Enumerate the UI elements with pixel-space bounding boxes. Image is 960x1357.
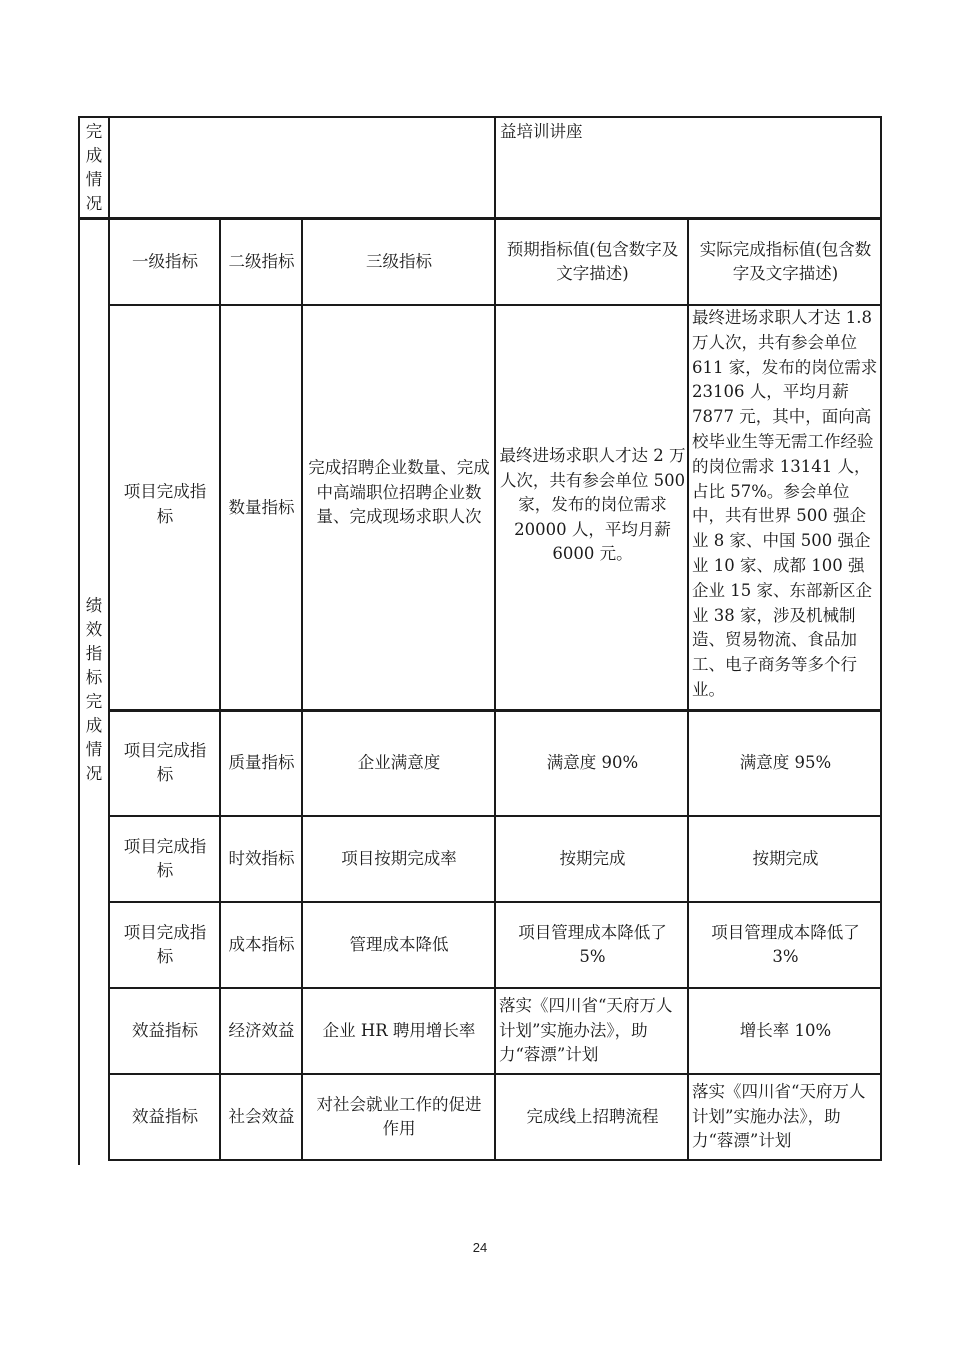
table-row-2-actual [690, 711, 881, 815]
header-level3-text: 三级指标 [366, 251, 432, 271]
table-row-4-level3 [303, 903, 495, 987]
section-label-text: 绩效指标完成情况 [85, 596, 103, 783]
row-1-level1-text: 项目完成指标 [123, 482, 207, 526]
table-divider-header [78, 217, 882, 220]
row-3-level2-text: 时效指标 [228, 848, 295, 868]
table-row-3-expected [497, 817, 688, 901]
row-2-level3-text: 企业满意度 [357, 752, 441, 772]
row-2-expected-text: 满意度 90% [546, 752, 639, 772]
table-row-3-actual [690, 817, 881, 901]
table-row-1-level3 [303, 306, 495, 709]
table-divider-col1 [108, 117, 110, 1161]
header-level1-text: 一级指标 [132, 251, 198, 271]
table-row-6-expected [497, 1075, 688, 1159]
row-4-level1-text: 项目完成指标 [123, 922, 207, 966]
table-divider-col2 [219, 218, 221, 1161]
row-3-expected-text: 按期完成 [559, 848, 626, 868]
table-divider-row5 [108, 987, 882, 989]
header-level2-text: 二级指标 [228, 251, 295, 271]
row-4-expected-text: 项目管理成本降低了 5% [518, 922, 667, 966]
table-border-top [78, 116, 882, 118]
row-5-level1-text: 效益指标 [132, 1020, 198, 1040]
table-row-4-expected [497, 903, 688, 987]
table-row-4-level1 [110, 903, 220, 987]
table-row-5-actual [690, 989, 881, 1073]
table-border-left [78, 117, 80, 1165]
table-divider-row1 [108, 304, 882, 306]
table-row-3-level2 [221, 817, 302, 901]
row-3-level1-text: 项目完成指标 [123, 836, 207, 880]
table-row-6-level3 [303, 1075, 495, 1159]
continued-text: 益培训讲座 [500, 122, 583, 141]
header-expected-text: 预期指标值(包含数字及文字描述) [506, 239, 679, 283]
row-1-actual-text: 最终进场求职人才达 1.8 万人次，共有参会单位 611 家，发布的岗位需求 23106 人，平均月薪 7877 元，其中，面向高校毕业生等无需工作经验的岗位需求 13141 人，占比 57%。参会单位中，共有世界 500 强企业 8 家、中国 500 强企业 10 家、成都 100 强企业 15 家、东部新区企业 38 家，涉及机械制造、贸易物流、食品加工、电子商务等多个行业。 [692, 308, 878, 699]
row-5-expected-text: 落实《四川省“天府万人计划”实施办法》，助力“蓉漂”计划 [499, 996, 673, 1065]
row-3-actual-text: 按期完成 [752, 848, 819, 868]
header-level2 [221, 219, 302, 305]
row-5-level2-text: 经济效益 [228, 1020, 295, 1040]
row-6-level1-text: 效益指标 [132, 1106, 198, 1126]
page-number: 24 [472, 1240, 488, 1255]
table-row-2-level1 [110, 711, 220, 815]
row-6-actual-text: 落实《四川省“天府万人计划”实施办法》，助力“蓉漂”计划 [692, 1082, 866, 1151]
row-6-level3-text: 对社会就业工作的促进作用 [316, 1094, 482, 1138]
row-6-expected-text: 完成线上招聘流程 [526, 1106, 659, 1126]
table-row-4-actual [690, 903, 881, 987]
row-2-level1-text: 项目完成指标 [123, 740, 207, 784]
table-divider-row6 [108, 1073, 882, 1075]
side-label-text: 完成情况 [85, 122, 103, 213]
table-divider-row2 [108, 709, 882, 712]
row-2-level2-text: 质量指标 [228, 752, 295, 772]
table-row-6-actual [690, 1075, 881, 1159]
row-5-actual-text: 增长率 10% [739, 1020, 832, 1040]
table-row-1-expected [497, 306, 688, 709]
header-actual [690, 219, 881, 305]
row-4-actual-text: 项目管理成本降低了 3% [711, 922, 860, 966]
table-divider-col4 [494, 117, 496, 1161]
table-border-bottom [108, 1159, 882, 1161]
table-row-1-level1 [110, 306, 220, 709]
table-row-5-level1 [110, 989, 220, 1073]
row-3-level3-text: 项目按期完成率 [341, 848, 457, 868]
table-divider-col3 [301, 218, 303, 1161]
table-row-2-level3 [303, 711, 495, 815]
side-label-completion [79, 118, 109, 218]
table-row-6-level2 [221, 1075, 302, 1159]
table-border-right [880, 117, 882, 1161]
table-row-5-expected [497, 989, 688, 1073]
table-divider-row4 [108, 901, 882, 903]
table-row-2-level2 [221, 711, 302, 815]
table-row-4-level2 [221, 903, 302, 987]
row-6-level2-text: 社会效益 [228, 1106, 295, 1126]
row-4-level3-text: 管理成本降低 [349, 934, 449, 954]
row-5-level3-text: 企业 HR 聘用增长率 [322, 1020, 476, 1040]
table-row-1-actual [690, 306, 881, 709]
header-expected [497, 219, 688, 305]
table-row-5-level3 [303, 989, 495, 1073]
table-row-3-level1 [110, 817, 220, 901]
top-row-empty-cell [110, 118, 495, 218]
header-actual-text: 实际完成指标值(包含数字及文字描述) [699, 239, 872, 283]
row-1-expected-text: 最终进场求职人才达 2 万人次，共有参会单位 500 家，发布的岗位需求 20000 人，平均月薪 6000 元。 [499, 446, 686, 563]
row-1-level3-text: 完成招聘企业数量、完成中高端职位招聘企业数量、完成现场求职人次 [308, 458, 490, 526]
table-row-5-level2 [221, 989, 302, 1073]
table-divider-col5 [687, 218, 689, 1161]
table-row-1-level2 [221, 306, 302, 709]
header-level1 [110, 219, 220, 305]
row-4-level2-text: 成本指标 [228, 934, 295, 954]
row-2-actual-text: 满意度 95% [739, 752, 832, 772]
top-row-continued-cell [497, 118, 881, 218]
section-label-performance [79, 590, 109, 790]
table-row-2-expected [497, 711, 688, 815]
table-divider-row3 [108, 815, 882, 817]
header-level3 [303, 219, 495, 305]
table-row-6-level1 [110, 1075, 220, 1159]
row-1-level2-text: 数量指标 [228, 498, 295, 517]
table-row-3-level3 [303, 817, 495, 901]
